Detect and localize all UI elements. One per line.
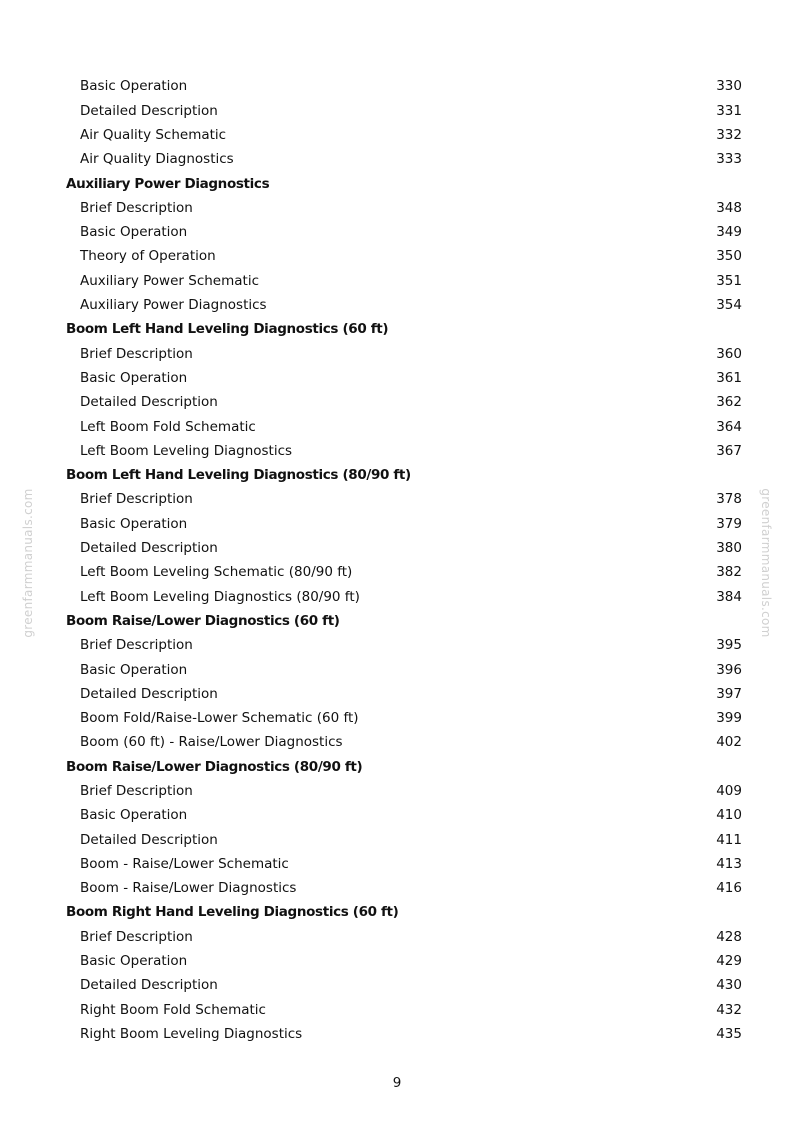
toc-entry-label: Detailed Description bbox=[80, 394, 218, 411]
toc-entry-page: 333 bbox=[716, 151, 742, 168]
toc-entry-label: Left Boom Fold Schematic bbox=[80, 418, 256, 435]
toc-entry-page: 402 bbox=[716, 734, 742, 751]
toc-entry-label: Left Boom Leveling Diagnostics (80/90 ft) bbox=[80, 588, 360, 605]
toc-entry[interactable] bbox=[66, 804, 742, 828]
toc-entry-page: 410 bbox=[716, 807, 742, 824]
toc-entry-label: Detailed Description bbox=[80, 831, 218, 848]
toc-entry-page: 348 bbox=[716, 199, 742, 216]
toc-entry-page: 382 bbox=[716, 564, 742, 581]
watermark-left: greenfarmmanuals.com bbox=[21, 488, 35, 638]
toc-entry-label: Detailed Description bbox=[80, 977, 218, 994]
toc-entry-page: 360 bbox=[716, 345, 742, 362]
toc-entry-page: 349 bbox=[716, 224, 742, 241]
table-of-contents bbox=[66, 75, 742, 1047]
toc-entry[interactable] bbox=[66, 1023, 742, 1047]
toc-entry[interactable] bbox=[66, 488, 742, 512]
toc-entry-page: 432 bbox=[716, 1001, 742, 1018]
toc-entry[interactable] bbox=[66, 537, 742, 561]
toc-entry-label: Boom Fold/Raise-Lower Schematic (60 ft) bbox=[80, 710, 359, 727]
toc-entry-label: Boom Raise/Lower Diagnostics (80/90 ft) bbox=[66, 758, 363, 775]
toc-entry[interactable] bbox=[66, 148, 742, 172]
toc-entry-page: 396 bbox=[716, 661, 742, 678]
toc-entry[interactable] bbox=[66, 950, 742, 974]
toc-entry-label: Boom (60 ft) - Raise/Lower Diagnostics bbox=[80, 734, 343, 751]
toc-entry[interactable] bbox=[66, 245, 742, 269]
toc-entry-label: Brief Description bbox=[80, 783, 193, 799]
toc-entry-page: 361 bbox=[716, 369, 742, 386]
toc-entry-label: Basic Operation bbox=[80, 807, 188, 824]
toc-entry[interactable] bbox=[66, 269, 742, 293]
toc-entry-label: Brief Description bbox=[80, 637, 193, 654]
toc-entry-page: 378 bbox=[716, 491, 742, 508]
toc-entry-label: Boom Left Hand Leveling Diagnostics (60 ft) bbox=[66, 321, 389, 338]
toc-entry[interactable] bbox=[66, 124, 742, 148]
toc-entry[interactable] bbox=[66, 925, 742, 949]
toc-entry[interactable] bbox=[66, 196, 742, 220]
toc-entry[interactable] bbox=[66, 294, 742, 318]
toc-entry-label: Basic Operation bbox=[80, 224, 188, 241]
toc-entry-page: 379 bbox=[716, 515, 742, 532]
toc-entry-page: 330 bbox=[716, 78, 742, 95]
toc-entry[interactable] bbox=[66, 342, 742, 366]
toc-entry[interactable] bbox=[66, 780, 742, 804]
watermark-right: greenfarmmanuals.com bbox=[759, 488, 773, 638]
toc-entry-page: 428 bbox=[716, 928, 742, 945]
toc-entry[interactable] bbox=[66, 828, 742, 852]
toc-entry-page: 384 bbox=[716, 588, 742, 605]
toc-entry-page: 362 bbox=[716, 394, 742, 411]
toc-entry-label: Air Quality Diagnostics bbox=[80, 151, 234, 168]
toc-entry[interactable] bbox=[66, 974, 742, 998]
toc-section-heading[interactable] bbox=[66, 755, 742, 779]
toc-entry[interactable] bbox=[66, 877, 742, 901]
toc-entry-label: Air Quality Schematic bbox=[80, 126, 227, 143]
toc-entry-label: Right Boom Leveling Diagnostics bbox=[80, 1025, 303, 1042]
toc-entry-page: 364 bbox=[716, 418, 742, 435]
toc-entry-label: Boom Raise/Lower Diagnostics (60 ft) bbox=[66, 612, 340, 629]
toc-entry-label: Right Boom Fold Schematic bbox=[80, 1001, 266, 1018]
toc-entry-label: Basic Operation bbox=[80, 369, 188, 386]
toc-entry[interactable] bbox=[66, 731, 742, 755]
toc-entry-label: Auxiliary Power Schematic bbox=[80, 272, 259, 289]
toc-entry-label: Basic Operation bbox=[80, 78, 188, 95]
toc-entry-label: Detailed Description bbox=[80, 685, 218, 702]
toc-entry[interactable] bbox=[66, 99, 742, 123]
toc-entry-page: 413 bbox=[716, 855, 742, 872]
toc-entry-label: Auxiliary Power Diagnostics bbox=[80, 297, 267, 314]
toc-entry-label: Basic Operation bbox=[80, 515, 188, 532]
toc-entry-label: Boom - Raise/Lower Diagnostics bbox=[80, 880, 297, 897]
toc-entry[interactable] bbox=[66, 682, 742, 706]
toc-entry[interactable] bbox=[66, 75, 742, 99]
toc-entry-page: 395 bbox=[716, 637, 742, 654]
toc-entry-page: 399 bbox=[716, 710, 742, 727]
toc-entry-label: Boom Right Hand Leveling Diagnostics (60 ft) bbox=[66, 904, 399, 921]
toc-entry-page: 380 bbox=[716, 540, 742, 557]
toc-section-heading[interactable] bbox=[66, 172, 742, 196]
toc-entry-page: 411 bbox=[716, 831, 742, 848]
toc-entry[interactable] bbox=[66, 853, 742, 877]
toc-entry-label: Basic Operation bbox=[80, 661, 188, 678]
toc-entry[interactable] bbox=[66, 707, 742, 731]
toc-entry[interactable] bbox=[66, 658, 742, 682]
toc-section-heading[interactable] bbox=[66, 318, 742, 342]
toc-entry-label: Auxiliary Power Diagnostics bbox=[66, 175, 270, 192]
toc-entry[interactable] bbox=[66, 998, 742, 1022]
toc-entry[interactable] bbox=[66, 415, 742, 439]
toc-entry-page: 397 bbox=[716, 685, 742, 702]
toc-entry-label: Boom - Raise/Lower Schematic bbox=[80, 855, 289, 872]
toc-section-heading[interactable] bbox=[66, 464, 742, 488]
toc-entry-label: Basic Operation bbox=[80, 953, 188, 970]
toc-entry-label: Left Boom Leveling Diagnostics bbox=[80, 442, 293, 459]
toc-entry-page: 332 bbox=[716, 126, 742, 143]
toc-entry-label: Brief Description bbox=[80, 928, 193, 945]
toc-entry-page: 350 bbox=[716, 248, 742, 265]
toc-entry[interactable] bbox=[66, 512, 742, 536]
toc-entry-label: Theory of Operation bbox=[80, 248, 216, 265]
page-number: 9 bbox=[392, 1075, 402, 1091]
toc-entry-page: 430 bbox=[716, 977, 742, 994]
toc-entry[interactable] bbox=[66, 561, 742, 585]
toc-entry-label: Brief Description bbox=[80, 199, 193, 216]
toc-entry[interactable] bbox=[66, 221, 742, 245]
toc-entry-page: 435 bbox=[716, 1025, 742, 1042]
toc-entry-label: Left Boom Leveling Schematic (80/90 ft) bbox=[80, 564, 353, 581]
toc-entry-label: Brief Description bbox=[80, 491, 193, 508]
toc-entry-page: 367 bbox=[716, 442, 742, 459]
toc-section-heading[interactable] bbox=[66, 610, 742, 634]
toc-entry-page: 416 bbox=[716, 880, 742, 897]
toc-entry-label: Boom Left Hand Leveling Diagnostics (80/90 ft) bbox=[66, 467, 411, 484]
toc-entry-label: Detailed Description bbox=[80, 540, 218, 557]
toc-entry-page: 354 bbox=[716, 297, 742, 314]
toc-entry[interactable] bbox=[66, 391, 742, 415]
toc-entry-page: 409 bbox=[716, 783, 742, 799]
toc-entry[interactable] bbox=[66, 367, 742, 391]
toc-entry[interactable] bbox=[66, 634, 742, 658]
toc-entry-page: 429 bbox=[716, 953, 742, 970]
toc-entry-page: 351 bbox=[716, 272, 742, 289]
toc-section-heading[interactable] bbox=[66, 901, 742, 925]
toc-entry[interactable] bbox=[66, 585, 742, 609]
toc-entry[interactable] bbox=[66, 439, 742, 463]
toc-entry-label: Brief Description bbox=[80, 345, 193, 362]
toc-entry-page: 331 bbox=[716, 102, 742, 119]
toc-entry-label: Detailed Description bbox=[80, 102, 218, 119]
